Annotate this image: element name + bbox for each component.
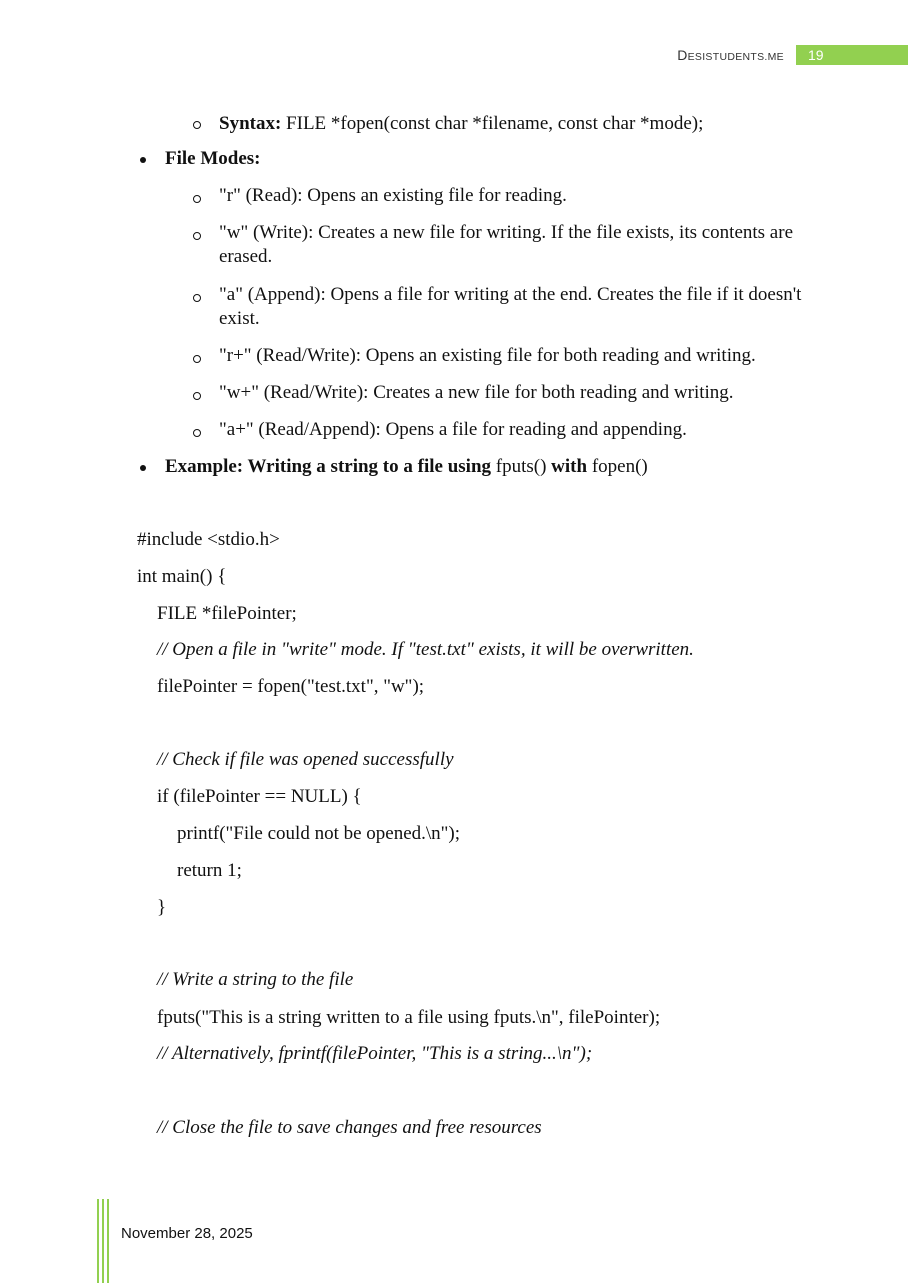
code-comment: // Open a file in "write" mode. If "test.txt" exists, it will be overwritten. [157, 639, 694, 660]
code-line: if (filePointer == NULL) { [157, 786, 362, 807]
code-line: printf("File could not be opened.\n"); [177, 823, 461, 844]
syntax-line [219, 112, 703, 136]
code-line: FILE *filePointer; [157, 603, 297, 624]
bullet-icon [140, 157, 146, 163]
syntax-label: Syntax: [219, 113, 282, 134]
bullet-icon [140, 465, 146, 471]
file-mode-item: "r" (Read): Opens an existing file for reading. [219, 185, 567, 206]
code-comment: // Close the file to save changes and free resources [157, 1117, 542, 1138]
example-label-with: with [551, 456, 588, 477]
sub-bullet-icon [193, 429, 201, 437]
footer-date: November 28, 2025 [121, 1225, 253, 1242]
code-comment: // Check if file was opened successfully [157, 749, 454, 770]
site-name-rest: ESISTUDENTS.ME [687, 51, 784, 63]
file-mode-item: "w" (Write): Creates a new file for writing. If the file exists, its contents are erased. [219, 222, 793, 267]
example-fn-fputs: fputs() [495, 456, 547, 477]
code-line: #include <stdio.h> [137, 529, 280, 550]
code-comment: // Write a string to the file [157, 969, 354, 990]
site-name-initial: D [677, 47, 688, 63]
file-modes-heading: File Modes: [165, 148, 261, 169]
code-line: fputs("This is a string written to a file using fputs.\n", filePointer); [157, 1007, 661, 1028]
example-label: Example: Writing a string to a file using [165, 456, 492, 477]
sub-bullet-icon [193, 232, 201, 240]
code-line: } [157, 897, 167, 918]
syntax-text: FILE *fopen(const char *filename, const char *mode); [286, 113, 704, 134]
code-comment: // Alternatively, fprintf(filePointer, "This is a string...\n"); [157, 1043, 593, 1064]
page-header [677, 44, 908, 66]
example-fn-fopen: fopen() [591, 456, 648, 477]
example-heading [165, 455, 648, 479]
sub-bullet-icon [193, 392, 201, 400]
footer-accent-bars [97, 1199, 111, 1283]
code-line: int main() { [137, 566, 227, 587]
code-line: return 1; [177, 860, 242, 881]
file-mode-item: "a" (Append): Opens a file for writing at the end. Creates the file if it doesn't exist. [219, 284, 802, 329]
site-name [677, 47, 784, 63]
sub-bullet-icon [193, 121, 201, 129]
file-mode-item: "a+" (Read/Append): Opens a file for reading and appending. [219, 419, 687, 440]
code-line: filePointer = fopen("test.txt", "w"); [157, 676, 425, 697]
file-mode-item: "w+" (Read/Write): Creates a new file for both reading and writing. [219, 382, 734, 403]
file-mode-item: "r+" (Read/Write): Opens an existing file for both reading and writing. [219, 345, 756, 366]
sub-bullet-icon [193, 355, 201, 363]
sub-bullet-icon [193, 294, 201, 302]
page-number: 19 [796, 45, 908, 65]
sub-bullet-icon [193, 195, 201, 203]
